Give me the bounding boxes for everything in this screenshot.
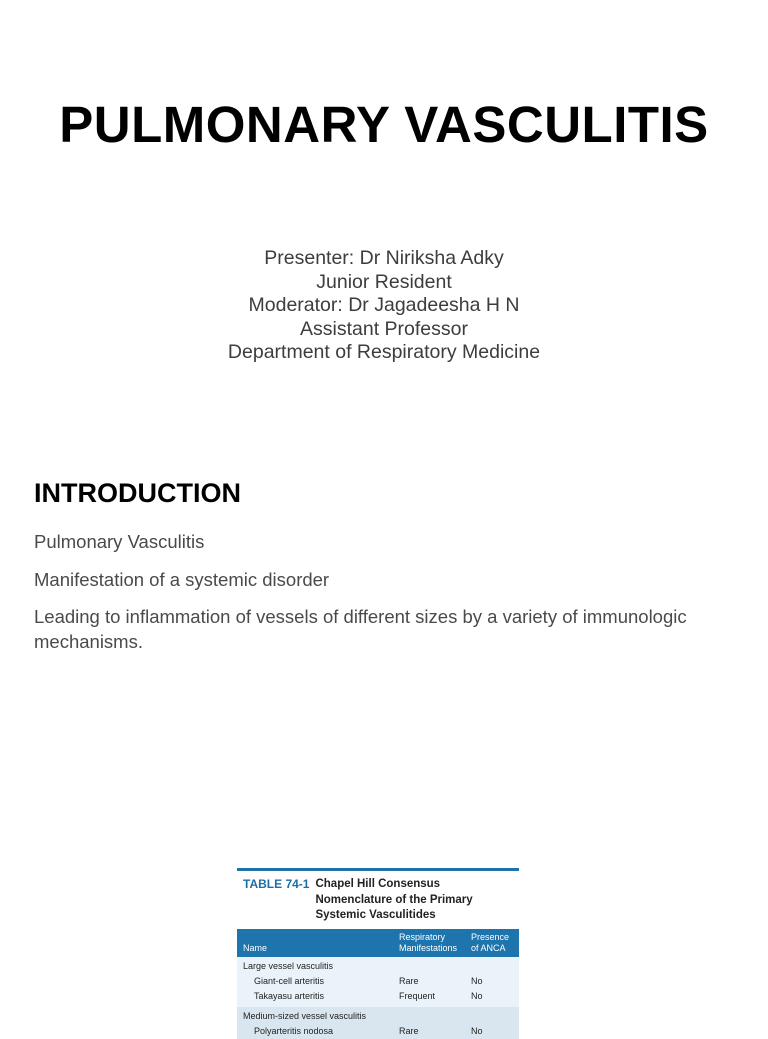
header-name: Name [243, 942, 268, 953]
header-respiratory: Respiratory Manifestations [399, 931, 458, 953]
header-anca: Presence of ANCA [471, 931, 510, 953]
department-name: Department of Respiratory Medicine [227, 341, 541, 363]
table-row: Giant-cell arteritis Rare No [237, 974, 519, 989]
presentation-title: PULMONARY VASCULITIS [59, 96, 709, 153]
intro-body [34, 529, 734, 667]
presenter-role: Junior Resident [316, 270, 452, 293]
table-title: Chapel Hill Consensus Nomenclature of the Primary Systemic Vasculitides [315, 878, 473, 921]
table-number: TABLE 74-1 [243, 877, 310, 891]
table-row: Large vessel vasculitis [237, 957, 519, 974]
vasculitis-table-figure [237, 868, 519, 1036]
intro-paragraph: Leading to inflammation of vessels of different sizes by a variety of immunologic mechanisms. [34, 606, 687, 652]
table-header [237, 929, 519, 957]
moderator-name: Moderator: Dr Jagadeesha H N [248, 294, 520, 316]
table-row: Takayasu arteritis Frequent No [237, 989, 519, 1007]
table-row: Medium-sized vessel vasculitis [237, 1007, 519, 1024]
intro-paragraph: Manifestation of a systemic disorder [34, 568, 330, 590]
moderator-role: Assistant Professor [300, 317, 468, 340]
table-row: Polyarteritis nodosa Rare No [237, 1024, 519, 1039]
presenter-name: Presenter: Dr Niriksha Adky [264, 247, 504, 269]
section-heading: INTRODUCTION [34, 478, 241, 508]
intro-paragraph: Pulmonary Vasculitis [34, 531, 205, 552]
table-caption [237, 871, 519, 929]
